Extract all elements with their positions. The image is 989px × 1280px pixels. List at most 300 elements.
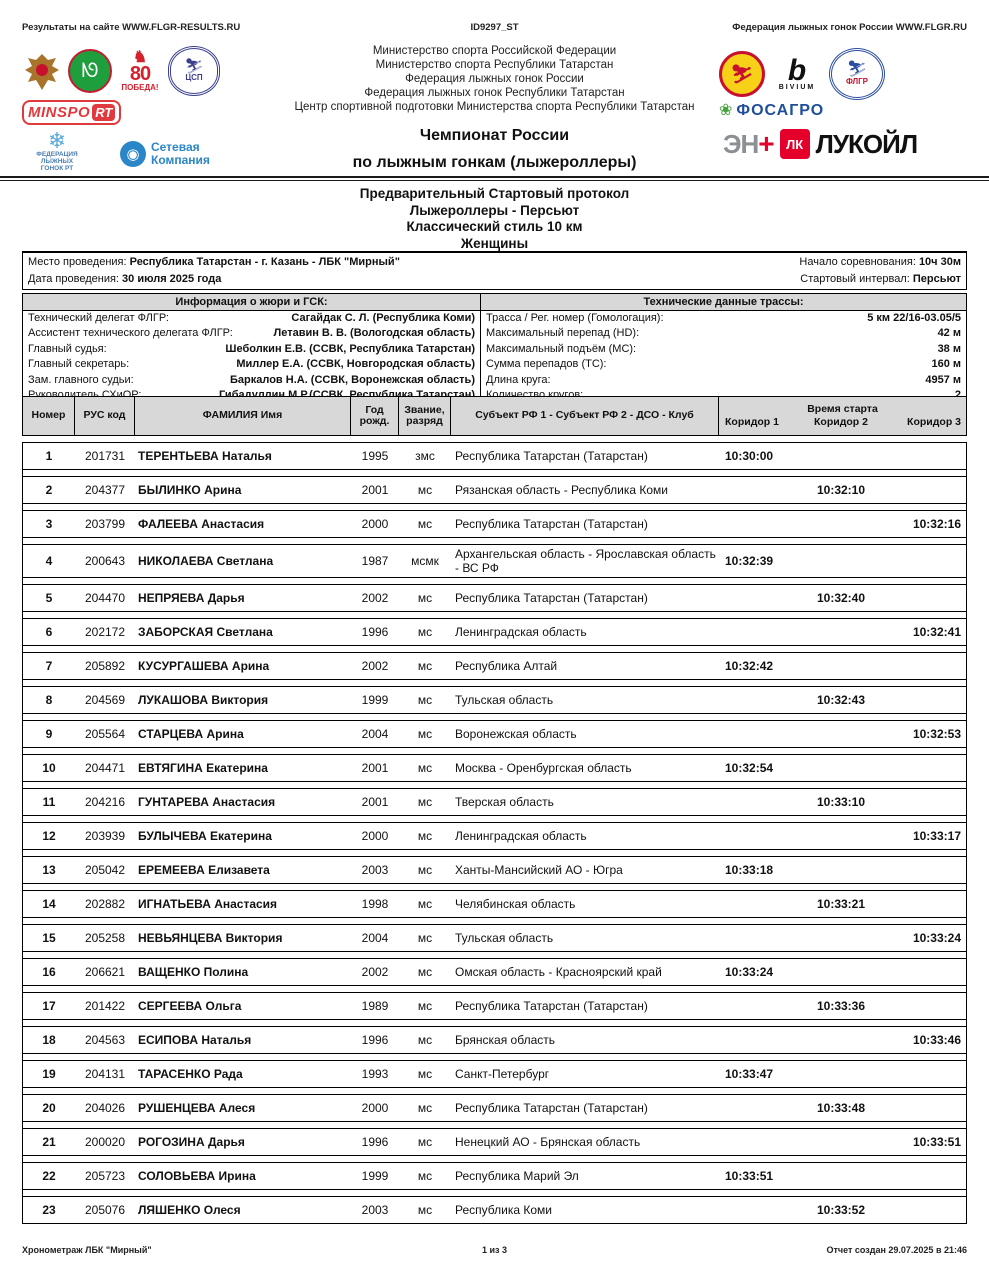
start-time-corridor-1 <box>719 489 801 491</box>
left-logo-cluster <box>22 46 240 172</box>
region: Воронежская область <box>455 727 577 741</box>
athlete-name: СЕРГЕЕВА Ольга <box>138 999 242 1013</box>
jury-value: Сагайдак С. Л. (Республика Коми) <box>291 312 475 324</box>
place-value: Республика Татарстан - г. Казань - ЛБК "Мирный" <box>129 256 400 268</box>
start-time-corridor-1 <box>719 733 801 735</box>
style-distance-title: Классический стиль 10 км <box>406 219 583 234</box>
org-line: Центр спортивной подготовки Министерства спорта Республики Татарстан <box>294 101 695 113</box>
birth-year: 2000 <box>361 829 389 843</box>
jury-value: Шеболкин Е.В. (ССВК, Республика Татарстан) <box>225 342 475 355</box>
start-time-corridor-2: 10:33:21 <box>816 897 866 911</box>
rank: мс <box>417 693 433 707</box>
rus-code: 205892 <box>84 659 126 673</box>
rus-code: 205076 <box>84 1203 126 1217</box>
footer-strip <box>0 1245 989 1255</box>
table-row <box>23 890 966 918</box>
athlete-name: ИГНАТЬЕВА Анастасия <box>138 897 278 911</box>
pobeda-80-logo <box>118 48 162 92</box>
region: Ненецкий АО - Брянская область <box>455 1135 641 1149</box>
en-plus-logo <box>723 128 774 160</box>
rus-code: 202172 <box>84 625 126 639</box>
table-row <box>23 1026 966 1054</box>
athlete-name: ФАЛЕЕВА Анастасия <box>138 517 265 531</box>
rank: мс <box>417 1101 433 1115</box>
horizontal-rule <box>0 176 989 181</box>
pobeda-figure-icon: ♞ <box>132 48 148 66</box>
bivium-text: BIVIUM <box>778 83 816 91</box>
start-time-corridor-3 <box>881 560 966 562</box>
start-time-corridor-1: 10:33:47 <box>725 1067 774 1081</box>
setevaya-text-2: Компания <box>151 152 210 167</box>
start-time-corridor-3 <box>881 597 966 599</box>
jury-row <box>23 342 480 357</box>
start-time-corridor-1: 10:33:24 <box>725 965 774 979</box>
table-row <box>23 442 966 470</box>
top-strip <box>0 22 989 33</box>
start-time-corridor-3 <box>881 489 966 491</box>
bib-number: 13 <box>42 863 56 877</box>
bib-number: 20 <box>42 1101 56 1115</box>
pobeda-text: ПОБЕДА! <box>121 82 159 92</box>
snowflake-icon: ❄ <box>47 128 67 153</box>
table-row <box>23 924 966 952</box>
start-time-corridor-2 <box>801 1073 881 1075</box>
venue-box <box>22 251 967 290</box>
start-time-corridor-2 <box>801 767 881 769</box>
athlete-name: ЕСИПОВА Наталья <box>138 1033 252 1047</box>
tatarstan-emblem-icon: ᘚ <box>68 49 112 93</box>
athlete-name: БУЛЫЧЕВА Екатерина <box>138 829 272 843</box>
jury-label: Главный секретарь: <box>28 358 130 371</box>
bib-number: 11 <box>42 795 56 809</box>
pobeda-80-number: 80 <box>129 62 151 85</box>
birth-year: 2004 <box>361 931 389 945</box>
col-header-rus-code: РУС код <box>75 397 135 435</box>
region: Республика Татарстан (Татарстан) <box>455 517 648 531</box>
bib-number: 10 <box>42 761 56 775</box>
birth-year: 2000 <box>361 517 389 531</box>
rank: мс <box>417 795 433 809</box>
athlete-name: ЗАБОРСКАЯ Светлана <box>138 625 273 639</box>
athlete-name: ТАРАСЕНКО Рада <box>138 1067 243 1081</box>
jury-label: Ассистент технического делегата ФЛГР: <box>28 327 233 340</box>
setevaya-kompaniya-logo <box>120 141 210 167</box>
csp-skier-icon: ⛷ <box>184 57 204 75</box>
course-column <box>481 294 966 403</box>
table-row <box>23 822 966 850</box>
jury-course-box <box>22 293 967 404</box>
athlete-name: НЕВЬЯНЦЕВА Виктория <box>138 931 283 945</box>
rank: мс <box>417 1033 433 1047</box>
setevaya-text-1: Сетевая <box>151 139 200 154</box>
rank: мс <box>417 761 433 775</box>
jury-label: Главный судья: <box>28 342 107 355</box>
table-row <box>23 510 966 538</box>
course-value: 38 м <box>937 342 961 355</box>
jury-value: Летавин В. В. (Вологодская область) <box>273 327 475 340</box>
start-time-corridor-1 <box>719 903 801 905</box>
start-time-corridor-3 <box>881 455 966 457</box>
table-row <box>23 720 966 748</box>
rus-code: 200643 <box>84 554 126 568</box>
birth-year: 1989 <box>361 999 389 1013</box>
start-time-corridor-1 <box>719 801 801 803</box>
table-row <box>23 618 966 646</box>
col-header-corridor-2: Коридор 2 <box>814 416 868 428</box>
athlete-name: ГУНТАРЕВА Анастасия <box>138 795 276 809</box>
flg-rt-text-1: ФЕДЕРАЦИЯ <box>36 151 78 158</box>
rus-code: 200020 <box>84 1135 126 1149</box>
rus-code: 204377 <box>84 483 126 497</box>
start-time-corridor-2 <box>801 523 881 525</box>
fosagro-flower-icon: ❀ <box>719 102 733 119</box>
page-number: 1 из 3 <box>481 1245 508 1255</box>
date-value: 30 июля 2025 года <box>122 273 222 285</box>
bib-number: 12 <box>42 829 56 843</box>
start-time-corridor-1 <box>719 1141 801 1143</box>
discipline-title: Лыжероллеры - Персьют <box>409 202 580 218</box>
rus-code: 201422 <box>84 999 126 1013</box>
rus-code: 203939 <box>84 829 126 843</box>
bib-number: 22 <box>42 1169 56 1183</box>
birth-year: 1987 <box>361 554 389 568</box>
start-time-corridor-2: 10:33:10 <box>816 795 866 809</box>
interval-label: Стартовый интервал: <box>800 273 910 285</box>
course-value: 5 км 22/16-03.05/5 <box>867 312 961 324</box>
results-site-text: Результаты на сайте WWW.FLGR-RESULTS.RU <box>22 22 241 33</box>
start-time-corridor-3: 10:32:16 <box>912 517 961 531</box>
plus-icon: + <box>758 128 774 159</box>
start-time-corridor-3 <box>881 801 966 803</box>
birth-year: 1995 <box>361 449 389 463</box>
start-time-corridor-3 <box>881 699 966 701</box>
birth-year: 1998 <box>361 897 389 911</box>
athlete-name: НИКОЛАЕВА Светлана <box>138 554 274 568</box>
course-label: Максимальный подъём (МС): <box>486 342 637 355</box>
start-time-corridor-2: 10:33:52 <box>816 1203 866 1217</box>
region: Республика Коми <box>455 1203 552 1217</box>
region: Челябинская область <box>455 897 576 911</box>
csp-emblem-icon <box>168 46 220 96</box>
rank: мс <box>417 483 433 497</box>
start-time-corridor-2: 10:32:40 <box>816 591 866 605</box>
region: Рязанская область - Республика Коми <box>455 483 668 497</box>
athlete-name: БЫЛИНКО Арина <box>138 483 242 497</box>
flgr-text: ФЛГР <box>845 76 868 86</box>
start-time-corridor-3 <box>881 1005 966 1007</box>
rank: мс <box>417 659 433 673</box>
athlete-name: ЕВТЯГИНА Екатерина <box>138 761 268 775</box>
start-time-corridor-1: 10:32:39 <box>725 554 774 568</box>
table-row <box>23 652 966 680</box>
course-header: Технические данные трассы: <box>481 294 966 311</box>
championship-title: Чемпионат России <box>419 127 570 144</box>
start-time-corridor-1 <box>719 937 801 939</box>
right-logo-cluster <box>719 48 971 160</box>
start-time-corridor-3 <box>881 971 966 973</box>
course-rows <box>481 311 966 403</box>
start-list-rows <box>22 442 967 1224</box>
start-time-corridor-2 <box>801 1039 881 1041</box>
start-time-corridor-1 <box>719 1209 801 1211</box>
start-time-corridor-3 <box>881 869 966 871</box>
gender-title: Женщины <box>460 235 529 251</box>
region: Москва - Оренбургская область <box>455 761 632 775</box>
region: Ленинградская область <box>455 829 587 843</box>
flg-rt-logo <box>22 128 92 172</box>
bib-number: 6 <box>45 625 53 639</box>
lukoil-text: ЛУКОЙЛ <box>815 128 918 159</box>
bib-number: 18 <box>42 1033 56 1047</box>
rank: мс <box>417 1067 433 1081</box>
start-time-corridor-1: 10:30:00 <box>725 449 774 463</box>
start-time-corridor-3 <box>881 1175 966 1177</box>
flgr-emblem-icon <box>829 48 885 100</box>
bivium-b-icon: b <box>787 53 807 87</box>
start-time-corridor-2 <box>801 665 881 667</box>
jury-row <box>23 373 480 388</box>
bib-number: 19 <box>42 1067 56 1081</box>
bib-number: 15 <box>42 931 56 945</box>
start-time-corridor-1 <box>719 1039 801 1041</box>
rank: мс <box>417 1203 433 1217</box>
athlete-name: СОЛОВЬЕВА Ирина <box>138 1169 256 1183</box>
start-time-label: Начало соревнования: <box>799 256 916 268</box>
course-label: Сумма перепадов (ТС): <box>486 358 607 371</box>
bib-number: 5 <box>45 591 53 605</box>
athlete-name: СТАРЦЕВА Арина <box>138 727 244 741</box>
birth-year: 1996 <box>361 625 389 639</box>
minsport-eagle-icon <box>22 50 62 92</box>
start-time-corridor-3 <box>881 1073 966 1075</box>
rank: мс <box>417 965 433 979</box>
rus-code: 204470 <box>84 591 126 605</box>
col-header-name: ФАМИЛИЯ Имя <box>135 397 351 435</box>
athlete-name: ЛУКАШОВА Виктория <box>138 693 269 707</box>
rank: мсмк <box>411 554 439 568</box>
athlete-name: ЛЯШЕНКО Олеся <box>138 1203 241 1217</box>
birth-year: 2002 <box>361 591 389 605</box>
table-row <box>23 544 966 578</box>
fosagro-logo <box>719 102 971 120</box>
birth-year: 1999 <box>361 693 389 707</box>
start-time-corridor-2: 10:32:10 <box>816 483 866 497</box>
birth-year: 2004 <box>361 727 389 741</box>
protocol-titles <box>0 186 989 252</box>
jury-row <box>23 357 480 372</box>
rank: мс <box>417 897 433 911</box>
emblem-skier-icon: ⛷ <box>730 63 754 84</box>
fosagro-text: ФОСАГРО <box>736 102 825 119</box>
bib-number: 9 <box>45 727 53 741</box>
region: Республика Татарстан (Татарстан) <box>455 591 648 605</box>
athlete-name: РУШЕНЦЕВА Алеся <box>138 1101 256 1115</box>
championship-subtitle: по лыжным гонкам (лыжероллеры) <box>352 154 637 171</box>
start-time-corridor-2 <box>801 455 881 457</box>
start-time-corridor-2 <box>801 835 881 837</box>
course-row <box>481 357 966 372</box>
rank: мс <box>417 625 433 639</box>
table-row <box>23 686 966 714</box>
athlete-name: КУСУРГАШЕВА Арина <box>138 659 270 673</box>
rus-code: 205258 <box>84 931 126 945</box>
bib-number: 4 <box>45 554 53 568</box>
minsport-logo <box>22 100 121 125</box>
start-list-table <box>22 396 967 1224</box>
start-time-corridor-2 <box>801 1141 881 1143</box>
start-time-corridor-3 <box>881 665 966 667</box>
birth-year: 1996 <box>361 1033 389 1047</box>
region: Республика Татарстан (Татарстан) <box>455 999 648 1013</box>
course-label: Трасса / Рег. номер (Гомологация): <box>486 312 664 324</box>
rus-code: 204026 <box>84 1101 126 1115</box>
course-row <box>481 311 966 326</box>
course-row <box>481 373 966 388</box>
start-time-corridor-2 <box>801 869 881 871</box>
document-id: ID9297_ST <box>470 22 519 33</box>
rank: мс <box>417 727 433 741</box>
table-row <box>23 754 966 782</box>
start-time-corridor-1: 10:32:42 <box>725 659 774 673</box>
table-row <box>23 1128 966 1156</box>
bib-number: 14 <box>42 897 56 911</box>
rank: мс <box>417 931 433 945</box>
start-time-corridor-1 <box>719 597 801 599</box>
start-time-corridor-3 <box>881 903 966 905</box>
start-time-corridor-2 <box>801 1175 881 1177</box>
rus-code: 206621 <box>84 965 126 979</box>
col-header-region: Субъект РФ 1 - Субъект РФ 2 - ДСО - Клуб <box>451 397 719 435</box>
date-label: Дата проведения: <box>28 273 119 285</box>
timing-text: Хронометраж ЛБК "Мирный" <box>22 1245 152 1255</box>
rank: мс <box>417 999 433 1013</box>
table-row <box>23 788 966 816</box>
athlete-name: ВАЩЕНКО Полина <box>138 965 249 979</box>
region: Республика Татарстан (Татарстан) <box>455 1101 648 1115</box>
birth-year: 2001 <box>361 483 389 497</box>
birth-year: 1993 <box>361 1067 389 1081</box>
birth-year: 1996 <box>361 1135 389 1149</box>
rus-code: 205042 <box>84 863 126 877</box>
place-label: Место проведения: <box>28 256 127 268</box>
lukoil-box-icon: ЛК <box>780 129 810 159</box>
table-row <box>23 584 966 612</box>
flgr-skier-icon: ⛷ <box>846 60 868 78</box>
table-row <box>23 958 966 986</box>
start-time-corridor-3: 10:32:53 <box>912 727 961 741</box>
start-time-corridor-3 <box>881 1209 966 1211</box>
round-emblem-icon <box>719 51 765 97</box>
org-line: Федерация лыжных гонок Республики Татарстан <box>364 87 625 99</box>
jury-label: Технический делегат ФЛГР: <box>28 312 169 324</box>
course-value: 160 м <box>931 358 961 371</box>
region: Республика Марий Эл <box>455 1169 579 1183</box>
rank: мс <box>417 1135 433 1149</box>
federation-site-text: Федерация лыжных гонок России WWW.FLGR.RU <box>732 22 967 33</box>
start-time-corridor-1 <box>719 631 801 633</box>
rank: мс <box>417 829 433 843</box>
table-row <box>23 1196 966 1224</box>
birth-year: 1999 <box>361 1169 389 1183</box>
sponsor-row <box>723 128 971 160</box>
jury-column <box>23 294 481 403</box>
start-time-corridor-2: 10:32:43 <box>816 693 866 707</box>
protocol-title: Предварительный Стартовый протокол <box>359 186 630 201</box>
birth-year: 2001 <box>361 761 389 775</box>
athlete-name: ЕРЕМЕЕВА Елизавета <box>138 863 270 877</box>
region: Омская область - Красноярский край <box>455 965 662 979</box>
region: Тульская область <box>455 931 554 945</box>
start-time-corridor-1 <box>719 699 801 701</box>
rus-code: 205564 <box>84 727 126 741</box>
bib-number: 3 <box>45 517 53 531</box>
table-row <box>23 992 966 1020</box>
table-row <box>23 476 966 504</box>
rank: змс <box>415 449 435 463</box>
birth-year: 2003 <box>361 1203 389 1217</box>
interval-value: Персьют <box>912 273 961 285</box>
flg-rt-text-2: ЛЫЖНЫХ <box>40 158 74 165</box>
start-time-corridor-1 <box>719 523 801 525</box>
jury-header: Информация о жюри и ГСК: <box>23 294 480 311</box>
start-time-corridor-2: 10:33:36 <box>816 999 866 1013</box>
start-time-corridor-2 <box>801 971 881 973</box>
start-time-corridor-1 <box>719 835 801 837</box>
table-row <box>23 856 966 884</box>
region: Санкт-Петербург <box>455 1067 550 1081</box>
start-time-corridor-1: 10:32:54 <box>725 761 774 775</box>
start-time-corridor-3 <box>881 767 966 769</box>
course-value: 4957 м <box>925 373 961 386</box>
bib-number: 1 <box>45 449 53 463</box>
rus-code: 205723 <box>84 1169 126 1183</box>
org-line: Министерство спорта Российской Федерации <box>372 45 617 57</box>
start-time-corridor-2 <box>801 560 881 562</box>
rus-code: 204563 <box>84 1033 126 1047</box>
course-row <box>481 342 966 357</box>
start-time-value: 10ч 30м <box>918 256 961 268</box>
athlete-name: НЕПРЯЕВА Дарья <box>138 591 245 605</box>
org-line: Министерство спорта Республики Татарстан <box>375 59 614 71</box>
start-time-corridor-2 <box>801 937 881 939</box>
birth-year: 2001 <box>361 795 389 809</box>
athlete-name: ТЕРЕНТЬЕВА Наталья <box>138 449 272 463</box>
rank: мс <box>417 591 433 605</box>
en-text: ЭН <box>723 129 759 159</box>
region: Брянская область <box>455 1033 555 1047</box>
document-header <box>0 44 989 178</box>
org-line: Федерация лыжных гонок России <box>405 73 584 85</box>
birth-year: 2002 <box>361 965 389 979</box>
flg-rt-text-3: ГОНОК РТ <box>40 165 74 172</box>
region: Архангельская область - Ярославская область - ВС РФ <box>455 547 716 575</box>
course-row <box>481 326 966 341</box>
rank: мс <box>417 1169 433 1183</box>
jury-row <box>23 311 480 326</box>
table-header <box>22 396 967 436</box>
rank: мс <box>417 863 433 877</box>
table-row <box>23 1094 966 1122</box>
start-time-corridor-3: 10:33:51 <box>912 1135 961 1149</box>
col-header-corridor-3: Коридор 3 <box>907 416 961 428</box>
rus-code: 201731 <box>84 449 126 463</box>
rus-code: 202882 <box>84 897 126 911</box>
bib-number: 7 <box>45 659 53 673</box>
start-time-group-label: Время старта <box>807 403 878 415</box>
jury-row <box>23 326 480 341</box>
birth-year: 2003 <box>361 863 389 877</box>
bib-number: 23 <box>42 1203 56 1217</box>
